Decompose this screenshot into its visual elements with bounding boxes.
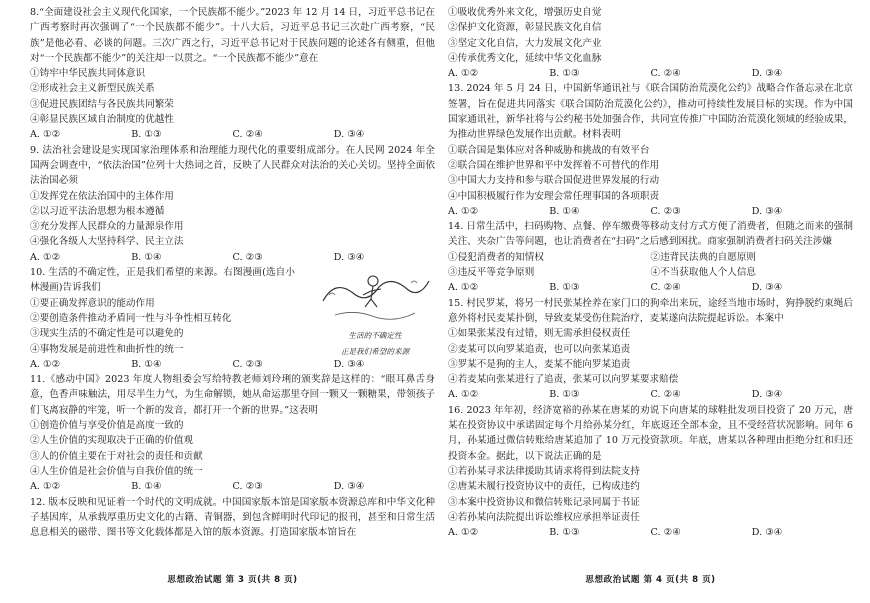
option-item: ④不当获取他人个人信息	[650, 267, 757, 279]
answer-choices	[448, 525, 853, 540]
choice-b: B. ①③	[131, 129, 162, 141]
choice-d: D. ③④	[751, 68, 783, 80]
answer-choices	[448, 387, 853, 402]
choice-b: B. ①③	[549, 282, 580, 294]
choice-b: B. ①③	[549, 527, 580, 539]
answer-choices	[448, 280, 853, 295]
option-item: ①创造价值与享受价值是高度一致的	[30, 420, 184, 432]
question-11	[30, 372, 435, 494]
option-item: ①侵犯消费者的知情权	[448, 251, 544, 263]
option-item: ②唐某未履行投资协议中的责任，已构成违约	[448, 481, 640, 493]
choice-d: D. ③④	[333, 129, 365, 141]
question-stem: 9. 法治社会建设是实现国家治理体系和治理能力现代化的重要组成部分。在人民网 2024 年全国两会调查中，“依法治国”位列十大热词之首，反映了人民群众对法治的关心关切。坚持全面依法治国必须	[30, 144, 435, 187]
question-9	[30, 143, 435, 265]
option-item: ④人生价值是社会价值与自我价值的统一	[30, 465, 203, 477]
choice-d: D. ③④	[751, 389, 783, 401]
option-item: ③罗某不是狗的主人，麦某不能向罗某追责	[448, 358, 631, 370]
cartoon-caption-line-2: 正是我们希望的来源	[340, 346, 410, 356]
option-item: ①铸牢中华民族共同体意识	[30, 68, 146, 80]
option-item: ③充分发挥人民群众的力量源泉作用	[30, 221, 184, 233]
question-stem: 13. 2024 年 5 月 24 日，中国新华通讯社与《联合国防治荒漠化公约》战略合作备忘录在北京签署，旨在促进共同落实《联合国防治荒漠化公约》，推动可持续性发展目标的实现。作为中国国家通讯社，新华社将与公约秘书处加强合作，共同宣传推广中国防治荒漠化领域的经验成果，为推动世界绿色发展作出贡献。材料表明	[448, 83, 853, 141]
page-footer: 思想政治试题 第 4 页(共 8 页)	[585, 575, 716, 585]
answer-choices	[30, 250, 435, 265]
choice-c: C. ②③	[232, 251, 263, 263]
page-footer: 思想政治试题 第 3 页(共 8 页)	[167, 575, 298, 585]
question-13	[448, 81, 853, 219]
option-item: ②联合国在维护世界和平中发挥着不可替代的作用	[448, 159, 660, 171]
choice-d: D. ③④	[333, 358, 365, 370]
choice-d: D. ③④	[751, 282, 783, 294]
choice-d: D. ③④	[751, 205, 783, 217]
choice-c: C. ②③	[232, 481, 263, 493]
option-item: ④强化各级人大坚持科学、民主立法	[30, 236, 184, 248]
answer-choices	[448, 204, 853, 219]
option-item: ③人的价值主要在于对社会的责任和贡献	[30, 450, 203, 462]
option-item: ①发挥党在依法治国中的主体作用	[30, 190, 174, 202]
option-item: ③违反平等竞争原则	[448, 267, 535, 279]
answer-choices	[448, 66, 853, 81]
option-item: ④传承优秀文化，延续中华文化血脉	[448, 52, 602, 64]
option-item: ②违背民法典的自愿原则	[650, 251, 757, 263]
cartoon-image	[315, 271, 435, 356]
option-item: ③坚定文化自信，大力发展文化产业	[448, 37, 602, 49]
question-12	[30, 495, 435, 541]
choice-c: C. ②④	[650, 68, 681, 80]
option-item: ③本案中投资协议和微信转账记录同属于书证	[448, 496, 640, 508]
choice-b: B. ①④	[131, 481, 162, 493]
option-row	[448, 265, 853, 280]
question-15	[448, 296, 853, 403]
option-item: ②要创造条件推动矛盾同一性与斗争性相互转化	[30, 312, 232, 324]
left-page-body	[30, 5, 435, 560]
choice-c: C. ②④	[650, 282, 681, 294]
option-row	[448, 250, 853, 265]
option-item: ③促进民族团结与各民族共同繁荣	[30, 98, 174, 110]
choice-a: A. ①②	[30, 358, 61, 370]
answer-choices	[30, 479, 435, 494]
question-stem: 15. 村民罗某，将另一村民张某拴养在家门口的狗牵出来玩，途经当地市场时，狗挣脱约束绳后意外将村民麦某扑倒，导致麦某受伤住院治疗，麦某遂向法院提起诉讼。本案中	[448, 297, 853, 324]
question-stem: 16. 2023 年年初，经济宽裕的孙某在唐某的劝说下向唐某的球鞋批发项目投资了 20 万元，唐某在投资协议中承诺固定每个月给孙某分红，年底返还全部本金，且不受经营状况影响。同年 6 月，孙某通过微信转账给唐某追加了 10 万元投资款项。年底，唐某以各种理由拒绝分红和归还投资本金。据此，以下说法正确的是	[448, 404, 853, 462]
option-item: ③现实生活的不确定性是可以避免的	[30, 328, 184, 340]
option-item: ③中国大力支持和参与联合国促进世界发展的行动	[448, 175, 660, 187]
choice-a: A. ①②	[448, 527, 479, 539]
option-item: ②以习近平法治思想为根本遵循	[30, 205, 165, 217]
choice-a: A. ①②	[448, 205, 479, 217]
choice-a: A. ①②	[448, 68, 479, 80]
choice-c: C. ②③	[650, 205, 681, 217]
choice-a: A. ①②	[448, 282, 479, 294]
choice-b: B. ①④	[549, 205, 580, 217]
choice-a: A. ①②	[30, 481, 61, 493]
choice-b: B. ①④	[131, 358, 162, 370]
answer-choices	[30, 127, 435, 142]
option-item: ④中国积极履行作为安理会常任理事国的各项职责	[448, 190, 660, 202]
right-page-body	[448, 5, 853, 560]
question-14	[448, 219, 853, 295]
choice-b: B. ①③	[549, 389, 580, 401]
choice-b: B. ①③	[549, 68, 580, 80]
question-stem: 12. 版本反映和见证着一个时代的文明成就。中国国家版本馆是国家版本资源总库和中华文化种子基因库，从承载厚重历史文化的古籍、青铜器，到包含鲜明时代印记的报刊，甚至和日常生活息息相关的磁带、图书等文化载体都是入馆的版本资源。打造国家版本馆旨在	[30, 496, 435, 539]
choice-a: A. ①②	[30, 251, 61, 263]
cartoon-caption-line-1: 生活的不确定性	[348, 331, 402, 341]
option-item: ④事物发展是前进性和曲折性的统一	[30, 343, 184, 355]
option-item: ①要正确发挥意识的能动作用	[30, 297, 155, 309]
question-stem: 11.《感动中国》2023 年度人物组委会写给特教老师刘玲琍的颁奖辞是这样的：“眼耳鼻舌身意，色香声味触法，用尽半生力气，为生命解锁，她从命运那里夺回一颗又一颗糖果，带领孩子们飞离寂静的牢笼，听一个新的发音，都打开一个新的世界。”这表明	[30, 374, 435, 416]
question-stem: 10. 生活的不确定性，正是我们希望的来源。右图漫画(选自小林漫画)告诉我们	[30, 267, 295, 294]
choice-d: D. ③④	[333, 481, 365, 493]
answer-choices	[30, 357, 435, 372]
choice-c: C. ②④	[650, 527, 681, 539]
option-item: ②形成社会主义新型民族关系	[30, 83, 155, 95]
option-item: ②人生价值的实现取决于正确的价值观	[30, 435, 194, 447]
question-16	[448, 403, 853, 541]
question-stem: 8.“全面建设社会主义现代化国家，一个民族都不能少。”2023 年 12 月 14 日，习近平总书记在广西考察时再次强调了“一个民族都不能少”。十八大后，习近平总书记三次赴广西考察，“民族”是他必看、必谈的问题。三次广西之行，习近平总书记对于民族问题的论述各有侧重，但他对“一个民族都不能少”的关注却一以贯之。“一个民族都不能少”意在	[30, 7, 435, 64]
option-item: ④若孙某向法院提出诉讼维权应承担举证责任	[448, 511, 640, 523]
choice-a: A. ①②	[448, 389, 479, 401]
option-item: ④彰显民族区域自治制度的优越性	[30, 114, 174, 126]
choice-b: B. ①④	[131, 251, 162, 263]
option-item: ①联合国是集体应对各种威胁和挑战的有效平台	[448, 144, 650, 156]
option-item: ①若孙某寻求法律援助其请求将得到法院支持	[448, 465, 640, 477]
question-stem: 14. 日常生活中，扫码购物、点餐、停车缴费等移动支付方式方便了消费者，但随之而来的强制关注、夹杂广告等问题，也让消费者在“扫码”之后感到困扰。商家强制消费者扫码关注涉嫌	[448, 221, 853, 248]
choice-d: D. ③④	[333, 251, 365, 263]
choice-c: C. ②④	[232, 129, 263, 141]
choice-a: A. ①②	[30, 129, 61, 141]
choice-d: D. ③④	[751, 527, 783, 539]
option-item: ①如果张某没有过错，则无需承担侵权责任	[448, 328, 631, 340]
option-item: ④若麦某向张某进行了追责，张某可以向罗某要求赔偿	[448, 374, 679, 386]
question-8	[30, 5, 435, 143]
question-10	[30, 265, 435, 372]
question-12-continued	[448, 5, 853, 81]
option-item: ①吸收优秀外来文化，增强历史自觉	[448, 7, 602, 18]
option-item: ②麦某可以向罗某追责，也可以向张某追责	[448, 343, 631, 355]
choice-c: C. ②④	[650, 389, 681, 401]
option-item: ②保护文化资源，彰显民族文化自信	[448, 22, 602, 34]
choice-c: C. ②③	[232, 358, 263, 370]
cartoon-drawing	[315, 271, 435, 323]
